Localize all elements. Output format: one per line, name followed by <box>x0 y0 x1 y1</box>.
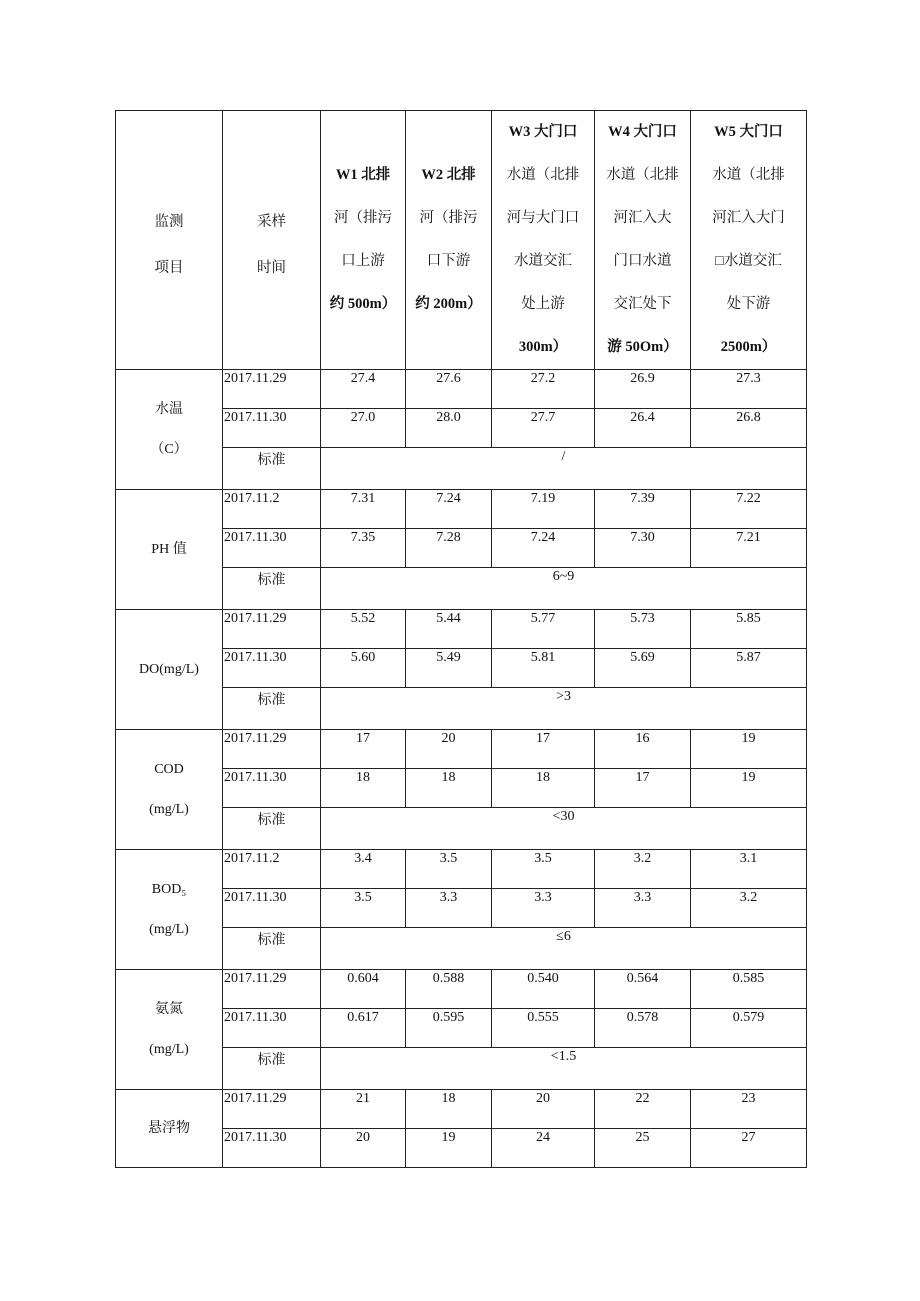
table-row <box>116 610 807 649</box>
site-header-line: 2500m） <box>720 339 777 355</box>
time_label-line: 采样 <box>257 214 286 230</box>
site-header-line: W4 大门口 <box>608 124 677 140</box>
time_label-line: 时间 <box>257 260 286 276</box>
standard-label: 标准 <box>223 568 321 610</box>
site-header-line: 门口水道 <box>613 253 672 269</box>
standard-label: 标准 <box>223 448 321 490</box>
parameter-name-line: BOD₅ <box>151 881 187 897</box>
standard-value: ≤6 <box>321 928 807 970</box>
site-header-line: 游 50Om） <box>607 339 678 355</box>
sample-date: 2017.11.29 <box>223 730 321 769</box>
site-header-line: 口上游 <box>341 253 385 269</box>
measurement-value: 0.588 <box>406 970 492 1009</box>
measurement-value: 26.8 <box>691 409 807 448</box>
header-item-cell <box>116 111 223 370</box>
measurement-value: 20 <box>321 1129 406 1168</box>
measurement-value: 28.0 <box>406 409 492 448</box>
standard-value: <1.5 <box>321 1048 807 1090</box>
measurement-value: 19 <box>691 769 807 808</box>
site-header-line: 约 500m） <box>329 296 397 312</box>
site-header-line: 300m） <box>518 339 568 355</box>
standard-value: >3 <box>321 688 807 730</box>
measurement-value: 27 <box>691 1129 807 1168</box>
measurement-value: 0.579 <box>691 1009 807 1048</box>
measurement-value: 5.69 <box>595 649 691 688</box>
sample-date: 2017.11.30 <box>223 1129 321 1168</box>
measurement-value: 24 <box>492 1129 595 1168</box>
measurement-value: 5.49 <box>406 649 492 688</box>
measurement-value: 0.578 <box>595 1009 691 1048</box>
standard-value: / <box>321 448 807 490</box>
parameter-name-line: DO(mg/L) <box>139 661 199 677</box>
measurement-value: 17 <box>595 769 691 808</box>
site-header-line: 处上游 <box>521 296 565 312</box>
site-header-line: W5 大门口 <box>714 124 783 140</box>
measurement-value: 27.3 <box>691 370 807 409</box>
measurement-value: 20 <box>492 1090 595 1129</box>
standard-label: 标准 <box>223 1048 321 1090</box>
parameter-name-line: 悬浮物 <box>148 1120 190 1136</box>
sample-date: 2017.11.29 <box>223 610 321 649</box>
measurement-value: 5.87 <box>691 649 807 688</box>
measurement-value: 27.6 <box>406 370 492 409</box>
parameter-name <box>116 730 223 850</box>
table-row <box>116 730 807 769</box>
measurement-value: 21 <box>321 1090 406 1129</box>
measurement-value: 23 <box>691 1090 807 1129</box>
measurement-value: 0.595 <box>406 1009 492 1048</box>
measurement-value: 27.4 <box>321 370 406 409</box>
sample-date: 2017.11.30 <box>223 769 321 808</box>
measurement-value: 27.0 <box>321 409 406 448</box>
header-site-2 <box>406 111 492 370</box>
measurement-value: 3.5 <box>492 850 595 889</box>
measurement-value: 5.52 <box>321 610 406 649</box>
parameter-name-line: (mg/L) <box>149 921 189 937</box>
standard-label: 标准 <box>223 928 321 970</box>
measurement-value: 3.1 <box>691 850 807 889</box>
table-row <box>116 850 807 889</box>
monitoring-table <box>115 110 807 1168</box>
site-header-line: 水道交汇 <box>514 253 572 269</box>
site-header-line: 交汇处下 <box>613 296 672 312</box>
measurement-value: 3.2 <box>595 850 691 889</box>
site-header-line: 河（排污 <box>334 210 392 226</box>
measurement-value: 7.30 <box>595 529 691 568</box>
measurement-value: 22 <box>595 1090 691 1129</box>
measurement-value: 5.44 <box>406 610 492 649</box>
measurement-value: 7.35 <box>321 529 406 568</box>
measurement-value: 26.9 <box>595 370 691 409</box>
standard-value: 6~9 <box>321 568 807 610</box>
measurement-value: 27.2 <box>492 370 595 409</box>
table-row <box>116 970 807 1009</box>
parameter-name <box>116 610 223 730</box>
header-site-3 <box>492 111 595 370</box>
sample-date: 2017.11.30 <box>223 889 321 928</box>
site-header-line <box>406 111 491 154</box>
parameter-name-line: (mg/L) <box>149 801 189 817</box>
header-site-4 <box>595 111 691 370</box>
measurement-value: 19 <box>406 1129 492 1168</box>
parameter-name-line: COD <box>154 761 184 777</box>
parameter-name <box>116 850 223 970</box>
item_label-line: 项目 <box>154 260 184 276</box>
header-row <box>116 111 807 370</box>
standard-value: <30 <box>321 808 807 850</box>
parameter-name <box>116 370 223 490</box>
measurement-value: 19 <box>691 730 807 769</box>
table-row <box>116 1090 807 1129</box>
table-row <box>116 370 807 409</box>
measurement-value: 0.540 <box>492 970 595 1009</box>
measurement-value: 0.585 <box>691 970 807 1009</box>
sample-date: 2017.11.2 <box>223 850 321 889</box>
site-header-line: W3 大门口 <box>508 124 578 140</box>
measurement-value: 18 <box>406 769 492 808</box>
sample-date: 2017.11.30 <box>223 529 321 568</box>
measurement-value: 18 <box>406 1090 492 1129</box>
parameter-name <box>116 490 223 610</box>
measurement-value: 27.7 <box>492 409 595 448</box>
measurement-value: 3.4 <box>321 850 406 889</box>
sample-date: 2017.11.29 <box>223 370 321 409</box>
site-header-line: 口下游 <box>426 253 471 269</box>
measurement-value: 7.19 <box>492 490 595 529</box>
measurement-value: 3.2 <box>691 889 807 928</box>
measurement-value: 16 <box>595 730 691 769</box>
header-site-1 <box>321 111 406 370</box>
site-header-line: W1 北排 <box>335 167 391 183</box>
site-header-line: 河汇入大 <box>613 210 672 226</box>
measurement-value: 5.81 <box>492 649 595 688</box>
header-site-5 <box>691 111 807 370</box>
measurement-value: 5.73 <box>595 610 691 649</box>
measurement-value: 5.60 <box>321 649 406 688</box>
measurement-value: 7.24 <box>492 529 595 568</box>
parameter-name-line: （C） <box>150 441 188 457</box>
site-header-line: 水道（北排 <box>506 167 580 183</box>
parameter-name <box>116 970 223 1090</box>
measurement-value: 17 <box>492 730 595 769</box>
sample-date: 2017.11.2 <box>223 490 321 529</box>
sample-date: 2017.11.30 <box>223 1009 321 1048</box>
site-header-line: 水道（北排 <box>712 167 785 183</box>
measurement-value: 3.3 <box>406 889 492 928</box>
measurement-value: 7.31 <box>321 490 406 529</box>
parameter-name-line: 水温 <box>155 401 183 417</box>
measurement-value: 7.28 <box>406 529 492 568</box>
site-header-line <box>321 111 405 154</box>
measurement-value: 26.4 <box>595 409 691 448</box>
site-header-line: 河与大门口 <box>506 210 580 226</box>
measurement-value: 5.77 <box>492 610 595 649</box>
measurement-value: 0.604 <box>321 970 406 1009</box>
measurement-value: 5.85 <box>691 610 807 649</box>
measurement-value: 20 <box>406 730 492 769</box>
sample-date: 2017.11.29 <box>223 1090 321 1129</box>
parameter-name-line: (mg/L) <box>149 1041 189 1057</box>
measurement-value: 0.564 <box>595 970 691 1009</box>
table-body <box>116 111 807 1168</box>
measurement-value: 3.3 <box>492 889 595 928</box>
standard-label: 标准 <box>223 808 321 850</box>
header-time-cell <box>223 111 321 370</box>
measurement-value: 18 <box>321 769 406 808</box>
measurement-value: 3.3 <box>595 889 691 928</box>
measurement-value: 3.5 <box>321 889 406 928</box>
site-header-line: 河汇入大门 <box>712 210 785 226</box>
site-header-line: W2 北排 <box>421 167 476 183</box>
measurement-value: 0.555 <box>492 1009 595 1048</box>
sample-date: 2017.11.30 <box>223 649 321 688</box>
measurement-value: 7.22 <box>691 490 807 529</box>
measurement-value: 7.39 <box>595 490 691 529</box>
site-header-line: 处下游 <box>726 296 771 312</box>
site-header-line: 约 200m） <box>415 296 482 312</box>
measurement-value: 25 <box>595 1129 691 1168</box>
table-row <box>116 490 807 529</box>
parameter-name-line: 氨氮 <box>155 1001 183 1017</box>
measurement-value: 18 <box>492 769 595 808</box>
sample-date: 2017.11.30 <box>223 409 321 448</box>
measurement-value: 3.5 <box>406 850 492 889</box>
standard-label: 标准 <box>223 688 321 730</box>
site-header-line: □水道交汇 <box>715 253 782 269</box>
site-header-line: 河（排污 <box>419 210 478 226</box>
measurement-value: 0.617 <box>321 1009 406 1048</box>
parameter-name <box>116 1090 223 1168</box>
measurement-value: 7.24 <box>406 490 492 529</box>
sample-date: 2017.11.29 <box>223 970 321 1009</box>
item_label-line: 监测 <box>154 214 184 230</box>
measurement-value: 17 <box>321 730 406 769</box>
parameter-name-line: PH 值 <box>151 541 187 557</box>
site-header-line: 水道（北排 <box>606 167 679 183</box>
measurement-value: 7.21 <box>691 529 807 568</box>
